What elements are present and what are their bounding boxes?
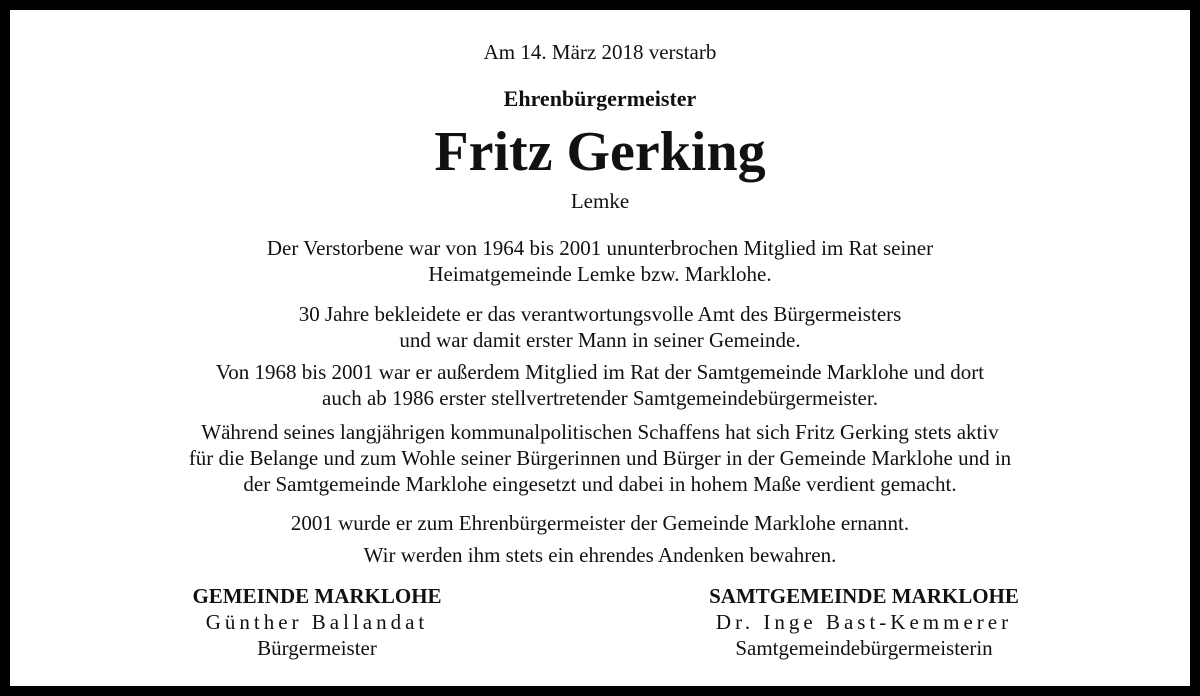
deceased-name: Fritz Gerking bbox=[434, 121, 766, 183]
signature-samtgemeinde bbox=[604, 583, 1124, 661]
place-name: Lemke bbox=[570, 189, 630, 213]
paragraph-remembrance: Wir werden ihm stets ein ehrendes Andenken bewahren. bbox=[363, 543, 837, 567]
paragraph-honorary-title: 2001 wurde er zum Ehrenbürgermeister der Gemeinde Marklohe ernannt. bbox=[290, 511, 910, 535]
paragraph-line: der Samtgemeinde Marklohe eingesetzt und dabei in hohem Maße verdient gemacht. bbox=[243, 472, 957, 496]
paragraph-line: Während seines langjährigen kommunalpolitischen Schaffens hat sich Fritz Gerking stets aktiv bbox=[201, 420, 999, 444]
paragraph-mayor-term bbox=[10, 301, 1190, 353]
signature-role: Samtgemeindebürgermeisterin bbox=[735, 636, 993, 660]
paragraph-line: Heimatgemeinde Lemke bzw. Marklohe. bbox=[428, 262, 772, 286]
signature-org: GEMEINDE MARKLOHE bbox=[192, 584, 442, 608]
paragraph-line: 30 Jahre bekleidete er das verantwortungsvolle Amt des Bürgermeisters bbox=[298, 302, 902, 326]
paragraph-line: Der Verstorbene war von 1964 bis 2001 ununterbrochen Mitglied im Rat seiner bbox=[266, 236, 934, 260]
signature-gemeinde bbox=[57, 583, 577, 661]
paragraph-council-membership bbox=[10, 235, 1190, 287]
paragraph-samtgemeinde bbox=[10, 359, 1190, 411]
paragraph-line: für die Belange und zum Wohle seiner Bürgerinnen und Bürger in der Gemeinde Marklohe und in bbox=[188, 446, 1012, 470]
honor-title: Ehrenbürgermeister bbox=[503, 86, 697, 111]
paragraph-line: Von 1968 bis 2001 war er außerdem Mitglied im Rat der Samtgemeinde Marklohe und dort bbox=[215, 360, 985, 384]
signature-org: SAMTGEMEINDE MARKLOHE bbox=[709, 584, 1019, 608]
paragraph-line: auch ab 1986 erster stellvertretender Samtgemeindebürgermeister. bbox=[322, 386, 878, 410]
paragraph-merits bbox=[10, 419, 1190, 497]
intro-text: Am 14. März 2018 verstarb bbox=[483, 40, 717, 64]
paragraph-line: und war damit erster Mann in seiner Gemeinde. bbox=[399, 328, 801, 352]
signature-name: Günther Ballandat bbox=[205, 610, 429, 634]
signature-role: Bürgermeister bbox=[257, 636, 377, 660]
signature-name: Dr. Inge Bast-Kemmerer bbox=[715, 610, 1013, 634]
